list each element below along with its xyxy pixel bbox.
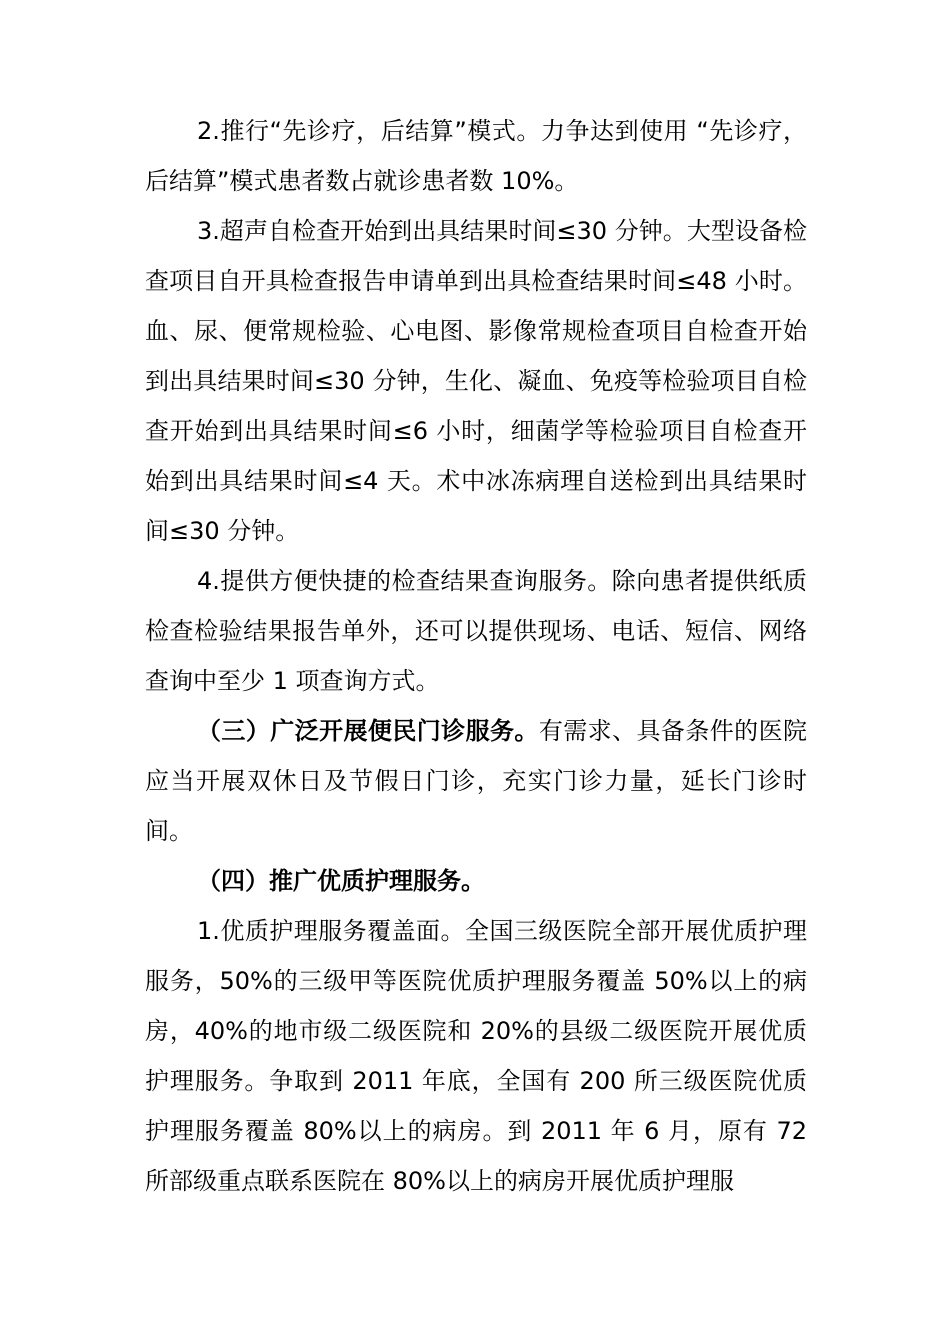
paragraph-nursing-heading xyxy=(145,856,807,906)
paragraph-text: 4.提供方便快捷的检查结果查询服务。除向患者提供纸质检查检验结果报告单外，还可以提供现场、电话、短信、网络查询中至少 1 项查询方式。 xyxy=(145,567,807,695)
paragraph-text: 有需求、具备条件的医院应当开展双休日及节假日门诊，充实门诊力量，延长门诊时间。 xyxy=(145,717,808,845)
section-heading: （四）推广优质护理服务。 xyxy=(197,867,485,895)
paragraph-exam-turnaround xyxy=(145,206,807,556)
document-page xyxy=(145,106,807,1206)
paragraph-result-query xyxy=(145,556,807,706)
paragraph-nursing-coverage xyxy=(145,906,807,1206)
paragraph-text: 1.优质护理服务覆盖面。全国三级医院全部开展优质护理服务，50%的三级甲等医院优质护理服务覆盖 50%以上的病房，40%的地市级二级医院和 20%的县级二级医院开展优质护理服务。争取到 2011 年底，全国有 200 所三级医院优质护理服务覆盖 80%以上的病房。到 2011 年 6 月，原有 72 所部级重点联系医院在 80%以上的病房开展优质护理服 xyxy=(145,917,807,1195)
paragraph-text: 2.推行“先诊疗，后结算”模式。力争达到使用 “先诊疗，后结算”模式患者数占就诊患者数 10%。 xyxy=(145,117,807,195)
paragraph-text: 3.超声自检查开始到出具结果时间≤30 分钟。大型设备检查项目自开具检查报告申请单到出具检查结果时间≤48 小时。血、尿、便常规检验、心电图、影像常规检查项目自检查开始到出具结果时间≤30 分钟，生化、凝血、免疫等检验项目自检查开始到出具结果时间≤6 小时，细菌学等检验项目自检查开始到出具结果时间≤4 天。术中冰冻病理自送检到出具结果时间≤30 分钟。 xyxy=(145,217,807,545)
paragraph-pay-after-treatment xyxy=(145,106,807,206)
section-heading: （三）广泛开展便民门诊服务。 xyxy=(197,717,539,745)
paragraph-convenience-clinic xyxy=(145,706,807,856)
